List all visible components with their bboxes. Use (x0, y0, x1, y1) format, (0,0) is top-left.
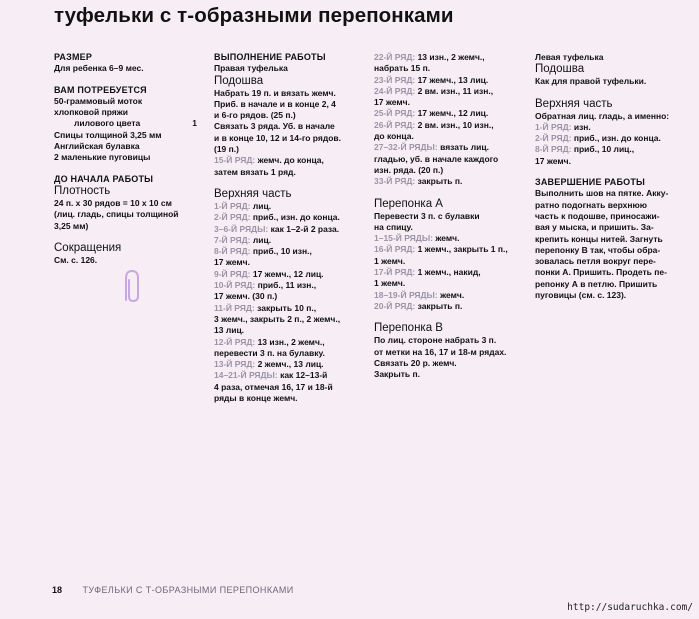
text-line (535, 234, 695, 245)
section-heading (54, 85, 204, 96)
line-text: РАЗМЕР (54, 52, 93, 62)
line-text: изн. ряда. (20 п.) (374, 164, 444, 175)
line-text: и 6-го рядов. (25 п.) (214, 110, 296, 121)
line-text: Правая туфелька (214, 63, 288, 74)
line-text: 17 жемч., 12 лиц. (250, 268, 324, 279)
text-line (374, 290, 529, 301)
text-line (535, 188, 695, 199)
text-line (214, 212, 369, 223)
text-line (214, 63, 369, 74)
subsection-heading (374, 198, 529, 211)
line-text: 13 лиц. (214, 325, 245, 336)
subsection-heading (374, 322, 529, 335)
row-label: 12-Й РЯД: (214, 336, 256, 347)
text-line (374, 63, 529, 74)
line-text: хлопковой пряжи (54, 107, 128, 118)
text-line (214, 370, 369, 381)
line-text: вая у мыска, и пришить. За- (535, 222, 654, 233)
text-line (374, 211, 529, 222)
line-text: 17 жемч. (30 п.) (214, 291, 278, 302)
text-line (214, 280, 369, 291)
line-text: ВАМ ПОТРЕБУЕТСЯ (54, 84, 147, 95)
subsection-heading (535, 63, 695, 76)
text-line (214, 382, 369, 393)
row-label: 11-Й РЯД: (214, 302, 255, 313)
line-text: лилового цвета (74, 118, 141, 129)
text-line (214, 359, 369, 370)
line-text: 4 раза, отмечая 16, 17 и 18-й (214, 381, 333, 392)
line-text: вязать лиц. (437, 142, 489, 153)
text-line (54, 255, 204, 266)
text-line (214, 337, 369, 348)
line-text: репонку А в петлю. Пришить (535, 278, 658, 289)
spacer (54, 232, 204, 242)
line-text: Левая туфелька (535, 52, 604, 62)
text-line (535, 200, 695, 211)
column-instructions-straps (374, 52, 529, 380)
line-text: 17 жемч., 13 лиц. (415, 74, 489, 85)
line-text: См. с. 126. (54, 254, 98, 265)
line-text: Подошва (535, 63, 585, 76)
row-label: 16-Й РЯД: (374, 244, 416, 255)
running-title: ТУФЕЛЬКИ С Т-ОБРАЗНЫМИ ПЕРЕПОНКАМИ (82, 585, 294, 595)
line-text: Спицы толщиной 3,25 мм (54, 129, 162, 140)
line-text: Сокращения (54, 241, 122, 254)
line-text: 24 п. х 30 рядов = 10 х 10 см (54, 197, 172, 208)
text-line (535, 279, 695, 290)
text-line (214, 269, 369, 280)
text-line (535, 211, 695, 222)
text-line (374, 358, 529, 369)
row-label: 24-Й РЯД: (374, 85, 416, 96)
text-line (374, 120, 529, 131)
line-text: Как для правой туфельки. (535, 76, 647, 87)
line-text: на спицу. (374, 221, 413, 232)
column-instructions-right (214, 52, 369, 404)
line-text: Обратная лиц. гладь, а именно: (535, 110, 670, 121)
text-line (535, 122, 695, 133)
row-label: 3–6-Й РЯДЫ: (214, 223, 269, 234)
text-line (374, 52, 529, 63)
text-line (214, 303, 369, 314)
row-label: 2-Й РЯД: (535, 133, 572, 144)
row-label: 8-Й РЯД: (535, 144, 572, 155)
text-line (374, 347, 529, 358)
text-line (54, 141, 204, 152)
line-text: Связать 3 ряда. Уб. в начале (214, 121, 335, 132)
line-text: изн. (571, 121, 591, 132)
line-text: лиц. (250, 200, 272, 211)
text-line (214, 235, 369, 246)
text-line (374, 278, 529, 289)
row-label: 22-Й РЯД: (374, 52, 416, 62)
text-line (214, 314, 369, 325)
line-text: 2 жемч., 13 лиц. (255, 359, 324, 370)
row-label: 26-Й РЯД: (374, 119, 416, 130)
line-text: 2 вм. изн., 11 изн., (415, 85, 494, 96)
text-line (374, 267, 529, 278)
text-line (535, 111, 695, 122)
text-line (54, 130, 204, 141)
line-text: 1 жемч., закрыть 1 п., (415, 244, 508, 255)
text-line (374, 369, 529, 380)
line-text: 50-граммовый моток (54, 95, 143, 106)
row-label: 1-Й РЯД: (535, 121, 572, 132)
line-text: приб., 10 лиц., (571, 144, 635, 155)
line-text: набрать 15 п. (374, 63, 431, 74)
text-line (374, 154, 529, 165)
page-number: 18 (52, 585, 63, 595)
line-text: 17 жемч., 12 лиц. (415, 108, 489, 119)
line-text: Перевести 3 п. с булавки (374, 210, 480, 221)
text-line (54, 152, 204, 163)
line-text: Набрать 19 п. и вязать жемч. (214, 87, 336, 98)
line-text: и в конце 10, 12 и 14-го рядов. (214, 132, 342, 143)
text-line (214, 133, 369, 144)
text-line (535, 222, 695, 233)
subsection-heading (214, 75, 369, 88)
row-label: 8-Й РЯД: (214, 246, 251, 257)
line-text: лиц. (250, 234, 272, 245)
line-text: ДО НАЧАЛА РАБОТЫ (54, 173, 154, 184)
line-text: Верхняя часть (535, 97, 613, 110)
quantity: 1 (192, 118, 197, 129)
line-text: 13 изн., 2 жемч., (415, 52, 485, 62)
source-url[interactable]: http://sudaruchka.com/ (567, 602, 693, 613)
text-line (214, 348, 369, 359)
line-text: приб., 11 изн., (255, 280, 317, 291)
subsection-heading (214, 188, 369, 201)
text-line (535, 144, 695, 155)
text-line (535, 245, 695, 256)
line-text: перевести 3 п. на булавку. (214, 347, 325, 358)
line-text: гладью, уб. в начале каждого (374, 153, 499, 164)
line-text: жемч. (437, 289, 465, 300)
text-line (374, 142, 529, 153)
row-label: 1-Й РЯД: (214, 200, 251, 211)
text-line (535, 290, 695, 301)
line-text: закрыть п. (415, 176, 463, 187)
line-text: жемч. (433, 233, 460, 244)
line-text: от метки на 16, 17 и 18-м рядах. (374, 346, 507, 357)
row-label: 10-Й РЯД: (214, 280, 256, 291)
text-line (54, 198, 204, 209)
line-text: 2 вм. изн., 10 изн., (415, 119, 494, 130)
text-line (54, 63, 204, 74)
text-line (214, 257, 369, 268)
section-heading (54, 174, 204, 185)
line-text: 17 жемч. (535, 155, 571, 166)
line-text: зовалась петля вокруг пере- (535, 256, 656, 267)
text-line (54, 96, 204, 107)
line-text: Плотность (54, 184, 111, 197)
page-footer (52, 585, 294, 595)
text-line (214, 88, 369, 99)
line-text: ратно подогнать верхнюю (535, 199, 648, 210)
text-line (374, 108, 529, 119)
text-line (374, 301, 529, 312)
row-label: 25-Й РЯД: (374, 108, 416, 119)
line-text: закрыть 10 п., (254, 302, 317, 313)
line-text: ВЫПОЛНЕНИЕ РАБОТЫ (214, 52, 326, 62)
line-text: понки А. Пришить. Продеть пе- (535, 267, 667, 278)
text-line (214, 110, 369, 121)
text-line (214, 246, 369, 257)
line-text: приб., изн. до конца. (571, 133, 661, 144)
text-line (374, 86, 529, 97)
row-label: 27–32-Й РЯДЫ: (374, 142, 438, 153)
line-text: 1 жемч. (374, 278, 406, 289)
row-label: 20-Й РЯД: (374, 300, 416, 311)
line-text: Для ребенка 6–9 мес. (54, 63, 144, 74)
text-line (374, 222, 529, 233)
section-heading (54, 52, 204, 63)
text-line (374, 335, 529, 346)
line-text: до конца. (374, 131, 414, 142)
subsection-heading (535, 98, 695, 111)
column-left-finishing (535, 52, 695, 301)
line-text: (19 п.) (214, 144, 239, 155)
subsection-heading (54, 242, 204, 255)
text-line (214, 167, 369, 178)
line-text: 3 жемч., закрыть 2 п., 2 жемч., (214, 313, 341, 324)
section-heading (214, 52, 369, 63)
line-text: жемч. до конца, (255, 155, 324, 166)
column-size-materials (54, 52, 204, 266)
text-line (374, 131, 529, 142)
text-line (535, 52, 695, 63)
text-line (54, 221, 204, 232)
text-line (535, 76, 695, 87)
spacer (374, 312, 529, 322)
row-label: 15-Й РЯД: (214, 155, 256, 166)
spacer (535, 167, 695, 177)
spacer (535, 88, 695, 98)
line-text: Подошва (214, 74, 264, 87)
text-line (374, 165, 529, 176)
line-text: 1 жемч., накид, (415, 267, 481, 278)
row-label: 2-Й РЯД: (214, 212, 251, 223)
line-text: ряды в конце жемч. (214, 393, 298, 404)
row-label: 14–21-Й РЯДЫ: (214, 370, 278, 381)
line-text: 2 маленькие пуговицы (54, 152, 151, 163)
text-line (535, 267, 695, 278)
row-label: 7-Й РЯД: (214, 234, 251, 245)
spacer (54, 164, 204, 174)
row-label: 13-Й РЯД: (214, 359, 256, 370)
line-text: Перепонка А (374, 197, 443, 210)
row-label: 23-Й РЯД: (374, 74, 416, 85)
text-line (214, 99, 369, 110)
line-text: Английская булавка (54, 141, 140, 152)
row-label: 1–15-Й РЯДЫ: (374, 233, 433, 244)
line-text: Выполнить шов на пятке. Акку- (535, 188, 669, 199)
line-text: как 1–2-й 2 раза. (268, 223, 340, 234)
line-text: (лиц. гладь, спицы толщиной (54, 209, 179, 220)
line-text: По лиц. стороне набрать 3 п. (374, 335, 497, 346)
text-line (54, 209, 204, 220)
line-text: перепонку В так, чтобы обра- (535, 244, 661, 255)
line-text: пуговицы (см. с. 123). (535, 290, 627, 301)
text-line (54, 118, 204, 129)
line-text: затем вязать 1 ряд. (214, 166, 296, 177)
line-text: закрыть п. (415, 300, 463, 311)
subsection-heading (54, 185, 204, 198)
text-line (214, 144, 369, 155)
text-line (374, 244, 529, 255)
text-line (214, 155, 369, 166)
row-label: 17-Й РЯД: (374, 267, 416, 278)
text-line (54, 107, 204, 118)
line-text: ЗАВЕРШЕНИЕ РАБОТЫ (535, 177, 646, 188)
text-line (374, 75, 529, 86)
text-line (374, 176, 529, 187)
text-line (374, 97, 529, 108)
paperclip-icon (118, 266, 146, 306)
text-line (214, 393, 369, 404)
spacer (374, 188, 529, 198)
line-text: 17 жемч. (214, 257, 250, 268)
page-title: туфельки с т-образными перепонками (54, 4, 454, 27)
line-text: Приб. в начале и в конце 2, 4 (214, 98, 336, 109)
row-label: 33-Й РЯД: (374, 176, 416, 187)
line-text: приб., изн. до конца. (250, 212, 340, 223)
text-line (535, 133, 695, 144)
spacer (214, 178, 369, 188)
row-label: 18–19-Й РЯДЫ: (374, 289, 438, 300)
text-line (214, 201, 369, 212)
line-text: часть к подошве, приносажи- (535, 210, 660, 221)
line-text: как 12–13-й (277, 370, 328, 381)
line-text: Связать 20 р. жемч. (374, 357, 457, 368)
line-text: приб., 10 изн., (250, 246, 312, 257)
spacer (54, 75, 204, 85)
line-text: Верхняя часть (214, 187, 292, 200)
text-line (214, 325, 369, 336)
line-text: 13 изн., 2 жемч., (255, 336, 325, 347)
text-line (535, 156, 695, 167)
text-line (374, 256, 529, 267)
text-line (214, 224, 369, 235)
line-text: Перепонка В (374, 322, 443, 335)
text-line (214, 291, 369, 302)
line-text: 1 жемч. (374, 255, 406, 266)
line-text: Закрыть п. (374, 369, 421, 380)
text-line (374, 233, 529, 244)
text-line (535, 256, 695, 267)
line-text: 17 жемч. (374, 97, 410, 108)
line-text: крепить концы нитей. Загнуть (535, 233, 663, 244)
section-heading (535, 177, 695, 188)
text-line (214, 121, 369, 132)
line-text: 3,25 мм) (54, 220, 89, 231)
row-label: 9-Й РЯД: (214, 268, 251, 279)
